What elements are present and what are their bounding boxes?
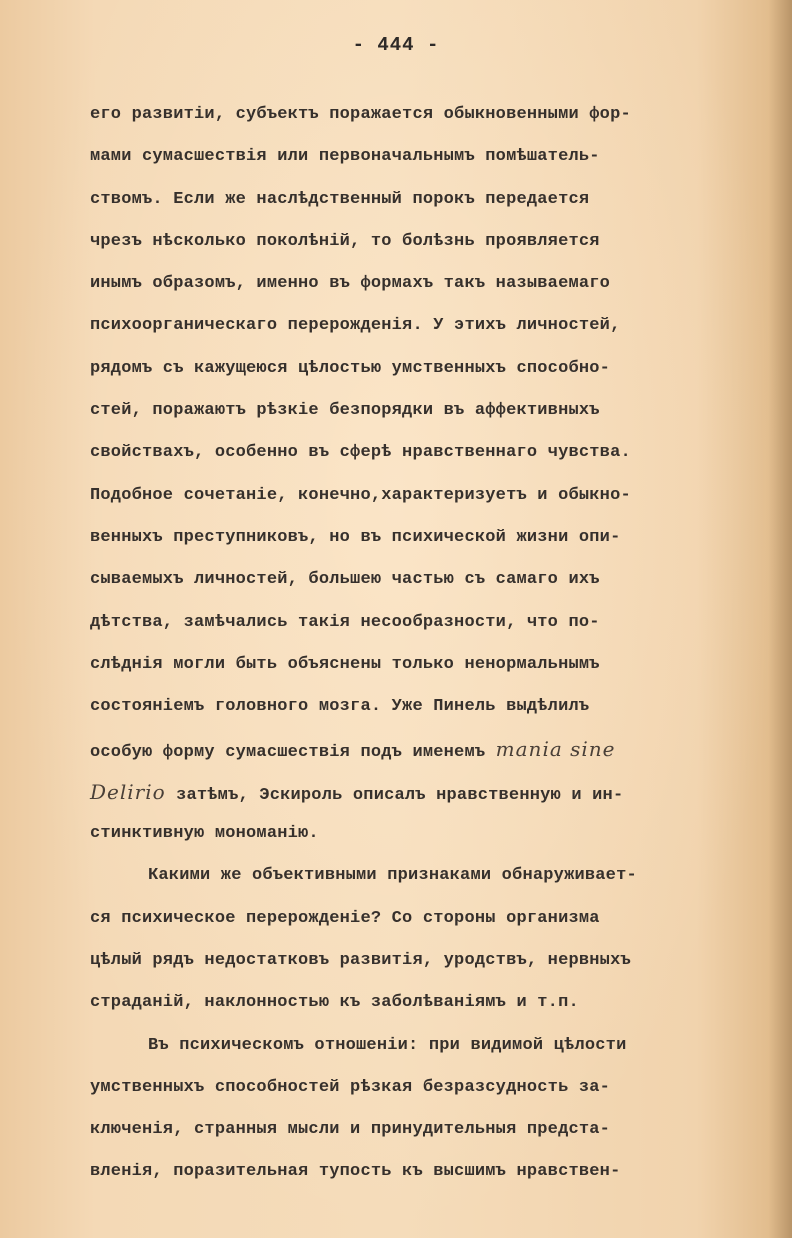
- text-line: инымъ образомъ, именно въ формахъ такъ называемаго: [90, 274, 611, 294]
- text-line: психоорганическаго перерожденія. У этихъ личностей,: [90, 316, 621, 336]
- body-text: [90, 94, 760, 1194]
- text-line: стинктивную мономанію.: [90, 824, 319, 844]
- text-line: сываемыхъ личностей, большею частью съ самаго ихъ: [90, 570, 600, 590]
- text-line: свойствахъ, особенно въ сферѣ нравственнаго чувства.: [90, 443, 631, 463]
- paragraph-start: Въ психическомъ отношеніи: при видимой цѣлости: [148, 1035, 627, 1055]
- text-line: состояніемъ головного мозга. Уже Пинель выдѣлилъ: [90, 697, 590, 717]
- page-number: - 444 -: [352, 34, 440, 56]
- text-line: умственныхъ способностей рѣзкая безразсудность за-: [90, 1077, 611, 1097]
- text-line: ключенія, странныя мысли и принудительныя предста-: [90, 1120, 611, 1140]
- text-line: чрезъ нѣсколько поколѣній, то болѣзнь проявляется: [90, 231, 600, 251]
- text-line: дѣтства, замѣчались такія несообразности, что по-: [90, 612, 600, 632]
- handwritten-annotation: Delirio: [90, 779, 166, 804]
- text-line: ся психическое перерожденіе? Со стороны организма: [90, 908, 600, 928]
- paragraph-start: Какими же объективными признаками обнаруживает-: [148, 866, 637, 886]
- text-line: слѣднія могли быть объяснены только ненормальнымъ: [90, 654, 600, 674]
- typed-text: затѣмъ, Эскироль описалъ нравственную и ин-: [165, 785, 624, 805]
- text-line: страданій, наклонностью къ заболѣваніямъ и т.п.: [90, 993, 579, 1013]
- text-line-mania: [90, 728, 760, 770]
- text-line: рядомъ съ кажущеюся цѣлостью умственныхъ способно-: [90, 358, 611, 378]
- text-line: цѣлый рядъ недостатковъ развитія, уродствъ, нервныхъ: [90, 950, 631, 970]
- text-line: вленія, поразительная тупость къ высшимъ нравствен-: [90, 1162, 621, 1182]
- text-line-delirio: [90, 771, 760, 813]
- text-line: ствомъ. Если же наслѣдственный порокъ передается: [90, 189, 590, 209]
- text-line: Подобное сочетаніе, конечно,характеризуетъ и обыкно-: [90, 485, 631, 505]
- handwritten-annotation: mania sine: [495, 737, 616, 762]
- text-line: венныхъ преступниковъ, но въ психической жизни опи-: [90, 527, 621, 547]
- text-line: его развитіи, субъектъ поражается обыкновенными фор-: [90, 105, 631, 124]
- typed-text: особую форму сумасшествія подъ именемъ: [90, 743, 496, 763]
- text-line: стей, поражаютъ рѣзкіе безпорядки въ аффективныхъ: [90, 401, 600, 421]
- text-line: мами сумасшествія или первоначальнымъ помѣшатель-: [90, 147, 600, 167]
